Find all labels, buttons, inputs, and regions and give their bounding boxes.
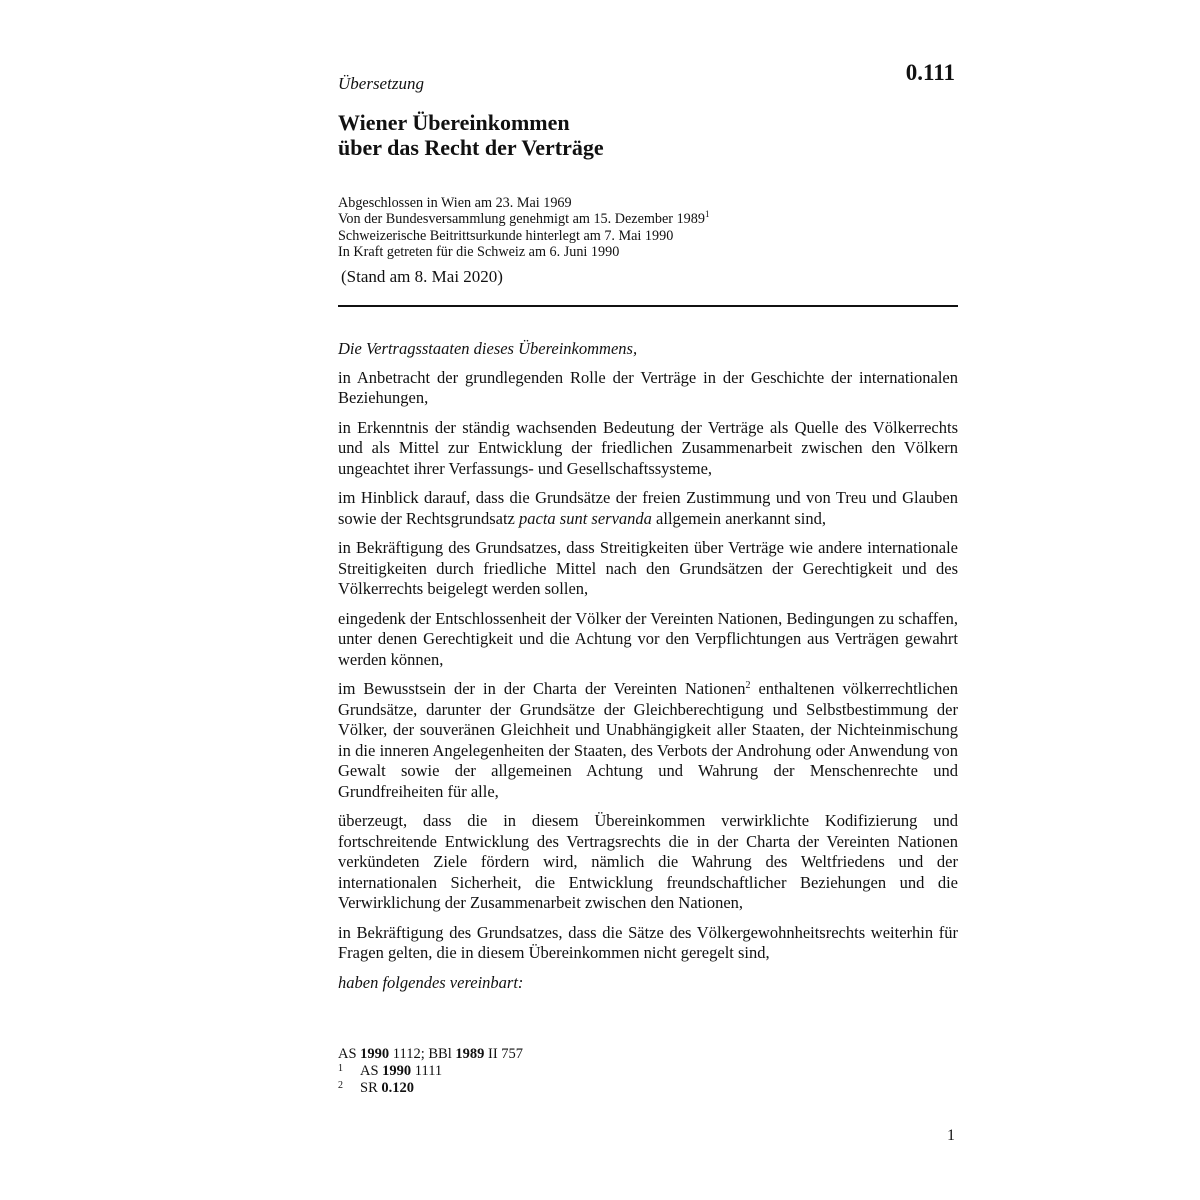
preamble-paragraph [338,488,958,529]
preamble-paragraph: in Bekräftigung des Grundsatzes, dass die Sätze des Völkergewohnheitsrechts weiterhin für Fragen gelten, die in diesem Übereinkommen nicht geregelt sind, [338,922,958,962]
footnote-text [360,1080,414,1097]
footnote-1 [338,1063,523,1080]
footnote-year: 1990 [382,1063,412,1079]
preamble-paragraph: eingedenk der Entschlossenheit der Völker der Vereinten Nationen, Bedingungen zu schaffen, unter denen Gerechtigkeit und die Achtung vor den Verpflichtungen aus Verträgen gewahrt werden können, [338,608,958,669]
document-metadata [338,195,709,260]
paragraph-text: im Hinblick darauf, dass die Grundsätze der freien Zustimmung und von Treu und Glauben sowie der Rechtsgrundsatz [338,488,958,528]
meta-concluded: Abgeschlossen in Wien am 23. Mai 1969 [338,195,572,211]
footnote-ref-1[interactable]: 1 [704,209,710,220]
translation-label: Übersetzung [338,74,424,93]
footnote-text-part: AS [360,1063,383,1079]
footnote-text [360,1063,442,1080]
title-line-1: Wiener Übereinkommen [338,110,570,135]
preamble-paragraph: in Anbetracht der grundlegenden Rolle der Verträge in der Geschichte der internationalen Beziehungen, [338,367,958,407]
paragraph-text: enthaltenen völkerrechtlichen Grundsätze, darunter der Grundsätze der Gleichberechtigung und Selbstbestimmung der Völker, der souveränen Gleichheit und Unabhängigkeit aller Staaten, der Nichteinmischung in die inneren Angelegenheiten der Staaten, des Verbots der Androhung oder Anwendung von Gewalt sowie der allgemeinen Achtung und Wahrung der Menschenrechte und Grundfreiheiten für alle, [338,679,958,801]
status-date: (Stand am 8. Mai 2020) [341,267,503,286]
meta-approved: Von der Bundesversammlung genehmigt am 15. Dezember 1989 [338,211,705,228]
footnote-ref-2[interactable]: 2 [745,680,751,691]
footnote-number: 1 [338,1063,343,1074]
meta-in-force: In Kraft getreten für die Schweiz am 6. Juni 1990 [338,243,620,260]
source-reference [338,1046,523,1063]
page-number: 1 [947,1127,955,1144]
footnote-2 [338,1080,523,1097]
document-title [338,110,604,160]
preamble-paragraph: in Bekräftigung des Grundsatzes, dass Streitigkeiten über Verträge wie andere internationale Streitigkeiten durch friedliche Mittel nach den Grundsätzen der Gerechtigkeit und des Völkerrechts beigelegt werden sollen, [338,538,958,598]
footnote-sr-number: 0.120 [381,1080,414,1096]
footnote-text-part: 1111 [411,1063,443,1079]
preamble-paragraph: in Erkenntnis der ständig wachsenden Bedeutung der Verträge als Quelle des Völkerrechts und als Mittel zur Entwicklung der friedlichen Zusammenarbeit zwischen den Völkern ungeachtet ihrer Verfassungs- und Gesellschaftssysteme, [338,417,958,478]
preamble-paragraph [338,679,958,802]
paragraph-text: im Bewusstsein der in der Charta der Vereinten Nationen [338,679,746,698]
preamble-paragraph: überzeugt, dass die in diesem Übereinkommen verwirklichte Kodifizierung und fortschreitende Entwicklung des Vertragsrechts die in der Charta der Vereinten Nationen verkündeten Ziele fördern wird, nämlich die Wahrung des Weltfriedens und der internationalen Sicherheit, die Entwicklung freundschaftlicher Beziehungen und die Verwirklichung der Zusammenarbeit zwischen den Nationen, [338,811,958,912]
source-year: 1990 [360,1046,390,1062]
source-year: 1989 [455,1046,485,1062]
source-text: 1112; BBl [389,1046,456,1062]
sr-number: 0.111 [905,60,955,85]
meta-accession: Schweizerische Beitrittsurkunde hinterlegt am 7. Mai 1990 [338,227,674,244]
latin-phrase: pacta sunt servanda [519,508,652,528]
paragraph-text: allgemein anerkannt sind, [651,508,827,528]
footnote-text-part: SR [360,1080,382,1096]
preamble-outro: haben folgendes vereinbart: [338,972,524,992]
footnotes [338,1046,523,1097]
source-text: AS [338,1046,361,1062]
source-text: II 757 [484,1046,524,1062]
meta-approved-line [338,211,709,227]
title-line-2: über das Recht der Verträge [338,135,604,160]
header-divider [338,305,958,307]
preamble [338,339,958,1002]
footnote-number: 2 [338,1080,343,1091]
preamble-intro: Die Vertragsstaaten dieses Übereinkommens, [338,339,638,358]
